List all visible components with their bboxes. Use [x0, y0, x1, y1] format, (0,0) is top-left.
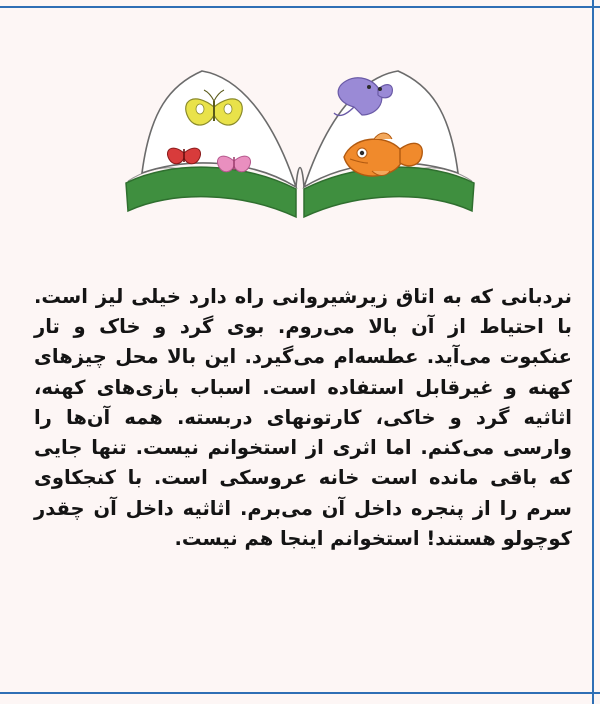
page-border-top — [0, 6, 600, 8]
page-border-bottom — [0, 692, 600, 694]
page-body-text — [34, 282, 572, 554]
paragraph-1: نردبانی که به اتاق زیرشیروانی راه دارد خیلی لیز است. با احتیاط از آن بالا می‌روم. بوی گرد و خاک و تار عنکبوت می‌آید. عطسه‌ام می‌گیرد. این بالا محل چیزهای کهنه و غیرقابل استفاده است. اسباب بازی‌های کهنه، اثاثیه گرد و خاکی، کارتونهای دربسته. همه آن‌ها را وارسی می‌کنم. اما اثری از استخوانم نیست. تنها جایی که باقی مانده است خانه عروسکی است. با کنجکاوی سرم را از پنجره داخل آن می‌برم. اثاثیه داخل آن چقدر کوچولو هستند! استخوانم اینجا هم نیست. — [34, 285, 572, 550]
open-book-illustration — [0, 36, 600, 246]
